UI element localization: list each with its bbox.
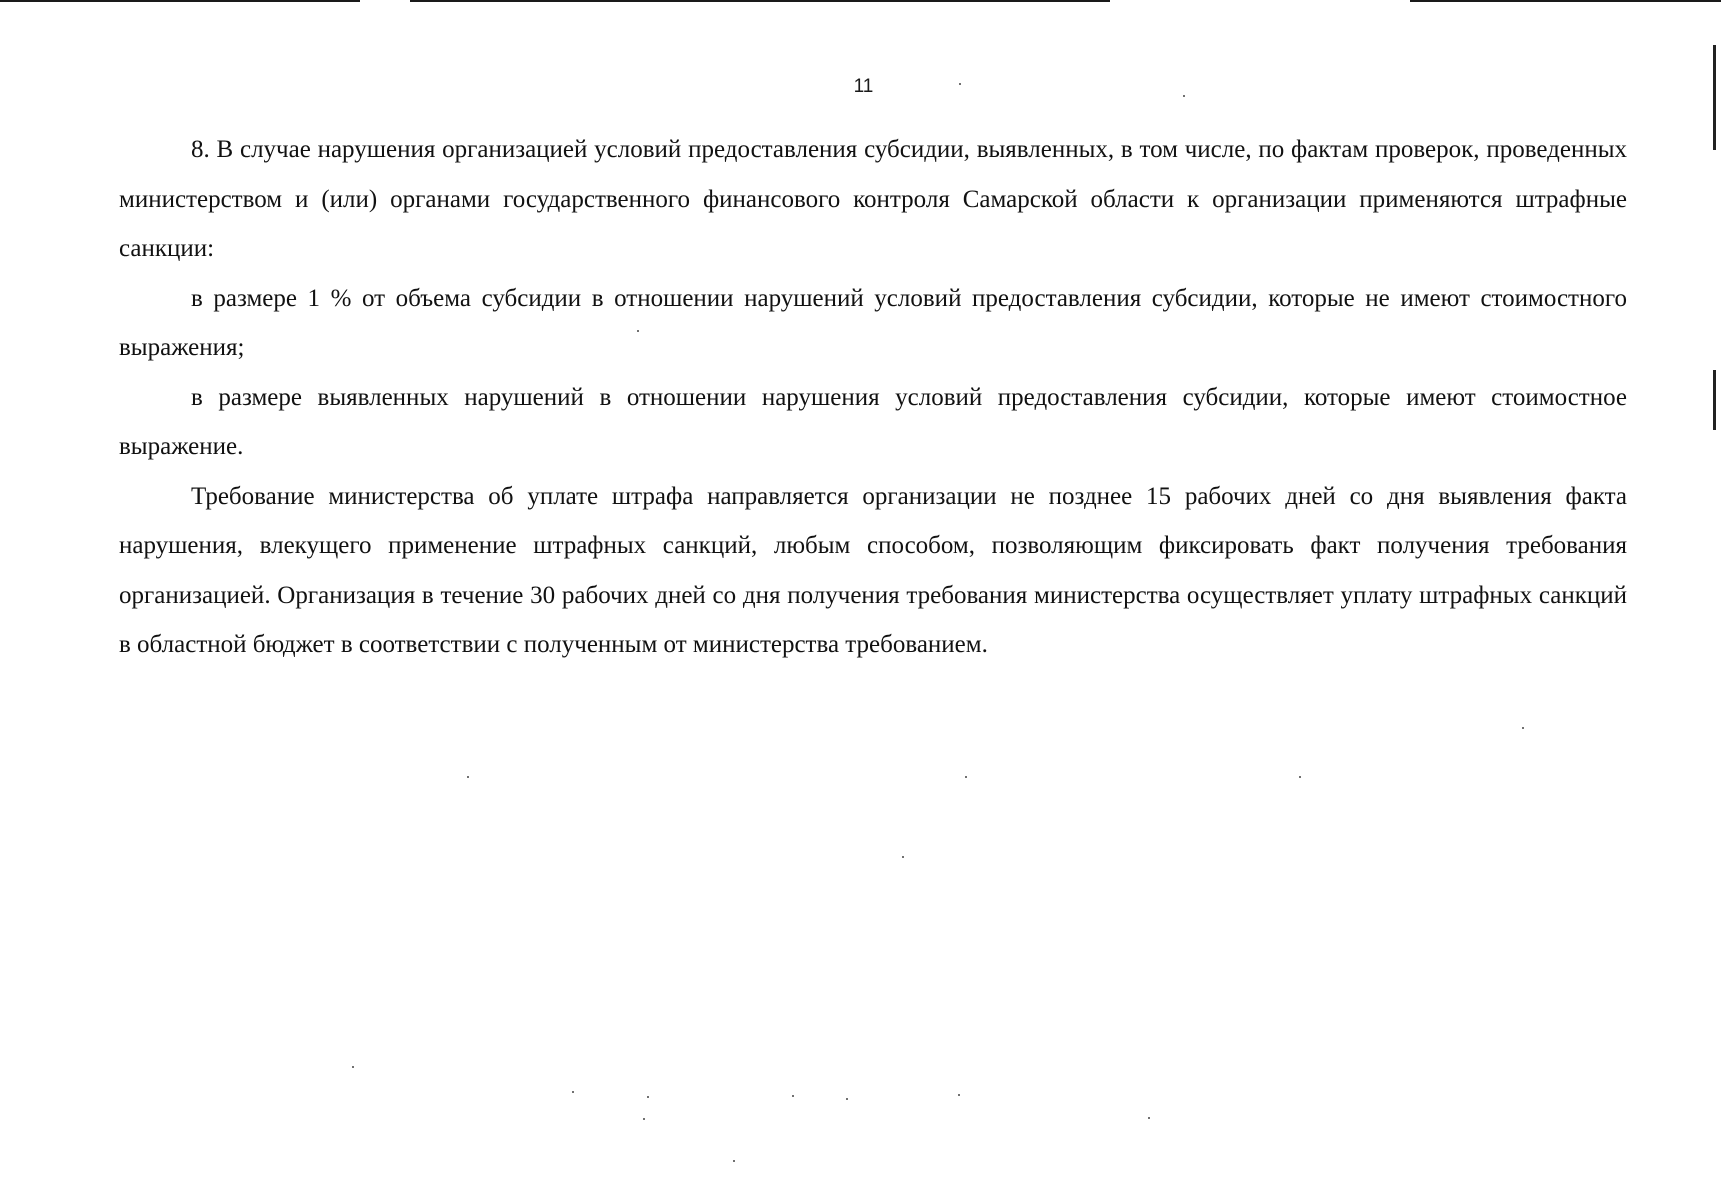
scan-speck [965, 776, 967, 778]
scan-speck [352, 1066, 354, 1068]
paragraph: 8. В случае нарушения организацией условий предоставления субсидии, выявленных, в том числе, по фактам проверок, проведенных министерством и (или) органами государственного финансового контроля Самарской области к организации применяются штрафные санкции: [119, 136, 1627, 262]
page-number [0, 76, 1721, 98]
scan-speck [643, 1118, 645, 1120]
scan-speck [958, 1094, 960, 1096]
scan-speck [647, 1096, 649, 1098]
scan-top-edge [0, 0, 1721, 2]
page-number-text: 11 [853, 76, 874, 97]
paragraph: в размере выявленных нарушений в отношении нарушения условий предоставления субсидии, которые имеют стоимостное выражение. [119, 383, 1627, 460]
scan-speck [1522, 727, 1524, 729]
scan-speck [733, 1160, 735, 1162]
scan-speck [792, 1095, 794, 1097]
scan-edge-gap [1110, 0, 1410, 3]
scan-speck [1183, 95, 1185, 97]
scan-right-mark [1713, 370, 1716, 430]
scan-speck [902, 856, 904, 858]
scan-edge-gap [360, 0, 410, 3]
scan-speck [959, 83, 961, 85]
scan-speck [572, 1091, 574, 1093]
document-body [119, 125, 1627, 670]
scan-speck [846, 1098, 848, 1100]
scan-speck [637, 330, 639, 332]
paragraph: в размере 1 % от объема субсидии в отношении нарушений условий предоставления субсидии, которые не имеют стоимостного выражения; [119, 284, 1627, 361]
scan-speck [1299, 776, 1301, 778]
paragraph: Требование министерства об уплате штрафа направляется организации не позднее 15 рабочих дней со дня выявления факта нарушения, влекущего применение штрафных санкций, любым способом, позволяющим фиксировать факт получения требования организацией. Организация в течение 30 рабочих дней со дня получения требования министерства осуществляет уплату штрафных санкций в областной бюджет в соответствии с полученным от министерства требованием. [119, 482, 1627, 658]
scan-speck [467, 776, 469, 778]
scan-speck [1148, 1117, 1150, 1119]
